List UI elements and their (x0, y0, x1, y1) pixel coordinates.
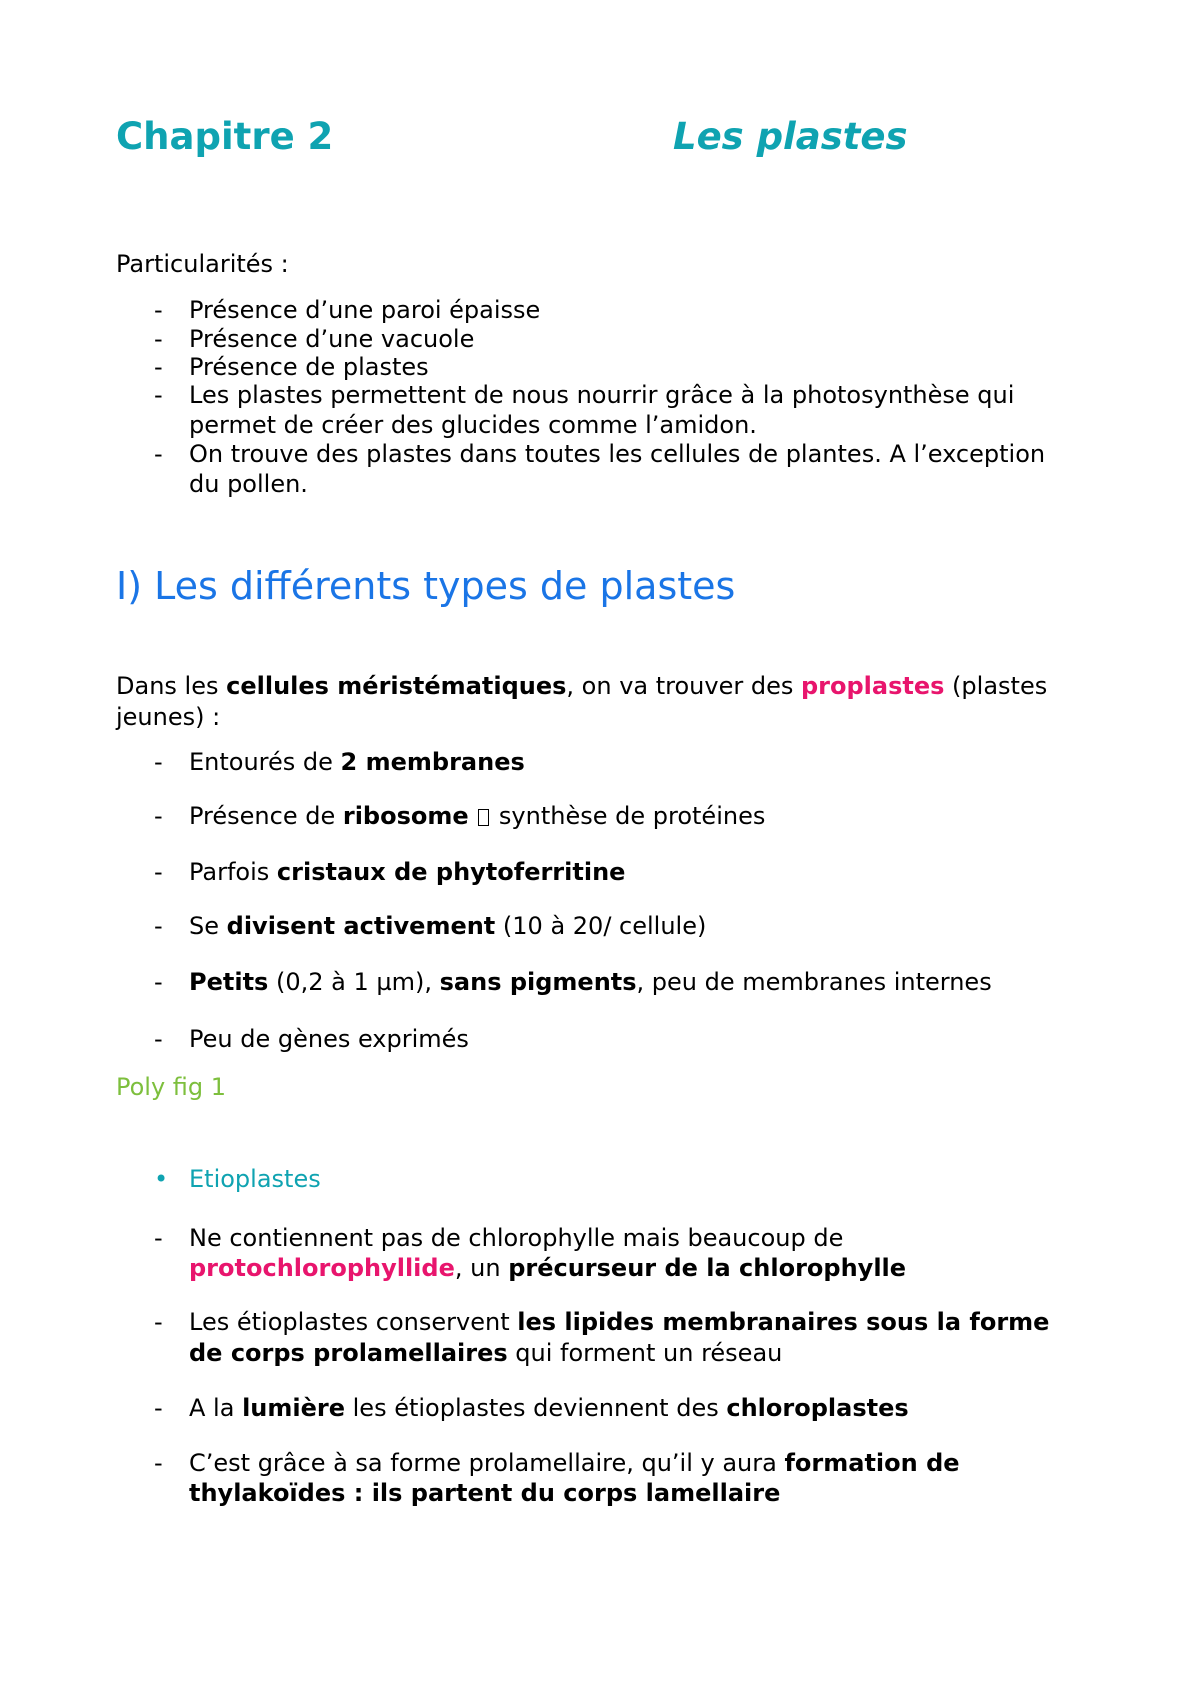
dash-marker: - (154, 296, 163, 324)
list-item: Parfois cristaux de phytoferritine (189, 858, 626, 886)
dash-marker: - (154, 802, 163, 830)
section-heading: I) Les différents types de plastes (116, 564, 736, 608)
dash-marker: - (154, 1394, 163, 1422)
subsection-heading: Etioplastes (189, 1165, 321, 1193)
list-item: C’est grâce à sa forme prolamellaire, qu’il y aura formation de (189, 1449, 960, 1477)
list-item-continued: de corps prolamellaires qui forment un réseau (189, 1339, 783, 1367)
figure-reference: Poly fig 1 (116, 1073, 227, 1101)
dash-marker: - (154, 325, 163, 353)
list-item: Entourés de 2 membranes (189, 748, 525, 776)
dash-marker: - (154, 440, 163, 468)
list-item: Les étioplastes conservent les lipides membranaires sous la forme (189, 1308, 1050, 1336)
dash-marker: - (154, 1224, 163, 1252)
dash-marker: - (154, 1449, 163, 1477)
paragraph-line: Dans les cellules méristématiques, on va trouver des proplastes (plastes (116, 672, 1048, 700)
dash-marker: - (154, 1025, 163, 1053)
list-item: Présence de ribosome synthèse de protéines (189, 802, 766, 830)
dash-marker: - (154, 968, 163, 996)
intro-item-continued: du pollen. (189, 470, 308, 498)
dash-marker: - (154, 1308, 163, 1336)
dash-marker: - (154, 858, 163, 886)
chapter-label: Chapitre 2 (116, 115, 334, 158)
dash-marker: - (154, 381, 163, 409)
dash-marker: - (154, 353, 163, 381)
intro-item: Présence d’une vacuole (189, 325, 475, 353)
list-item: Petits (0,2 à 1 µm), sans pigments, peu de membranes internes (189, 968, 992, 996)
dash-marker: - (154, 912, 163, 940)
paragraph-line: jeunes) : (116, 703, 221, 731)
list-item: Peu de gènes exprimés (189, 1025, 469, 1053)
list-item-continued: thylakoïdes : ils partent du corps lamellaire (189, 1479, 781, 1507)
bullet-marker: • (154, 1165, 169, 1193)
intro-item: On trouve des plastes dans toutes les cellules de plantes. A l’exception (189, 440, 1046, 468)
list-item: Se divisent activement (10 à 20/ cellule) (189, 912, 707, 940)
list-item-continued: protochlorophyllide, un précurseur de la chlorophylle (189, 1254, 907, 1282)
chapter-title: Les plastes (673, 115, 908, 158)
missing-glyph-icon (478, 809, 489, 826)
intro-item-continued: permet de créer des glucides comme l’amidon. (189, 411, 757, 439)
intro-item: Présence de plastes (189, 353, 429, 381)
list-item: A la lumière les étioplastes deviennent des chloroplastes (189, 1394, 909, 1422)
intro-item: Les plastes permettent de nous nourrir grâce à la photosynthèse qui (189, 381, 1015, 409)
intro-label: Particularités : (116, 250, 289, 278)
intro-item: Présence d’une paroi épaisse (189, 296, 541, 324)
list-item: Ne contiennent pas de chlorophylle mais beaucoup de (189, 1224, 844, 1252)
dash-marker: - (154, 748, 163, 776)
